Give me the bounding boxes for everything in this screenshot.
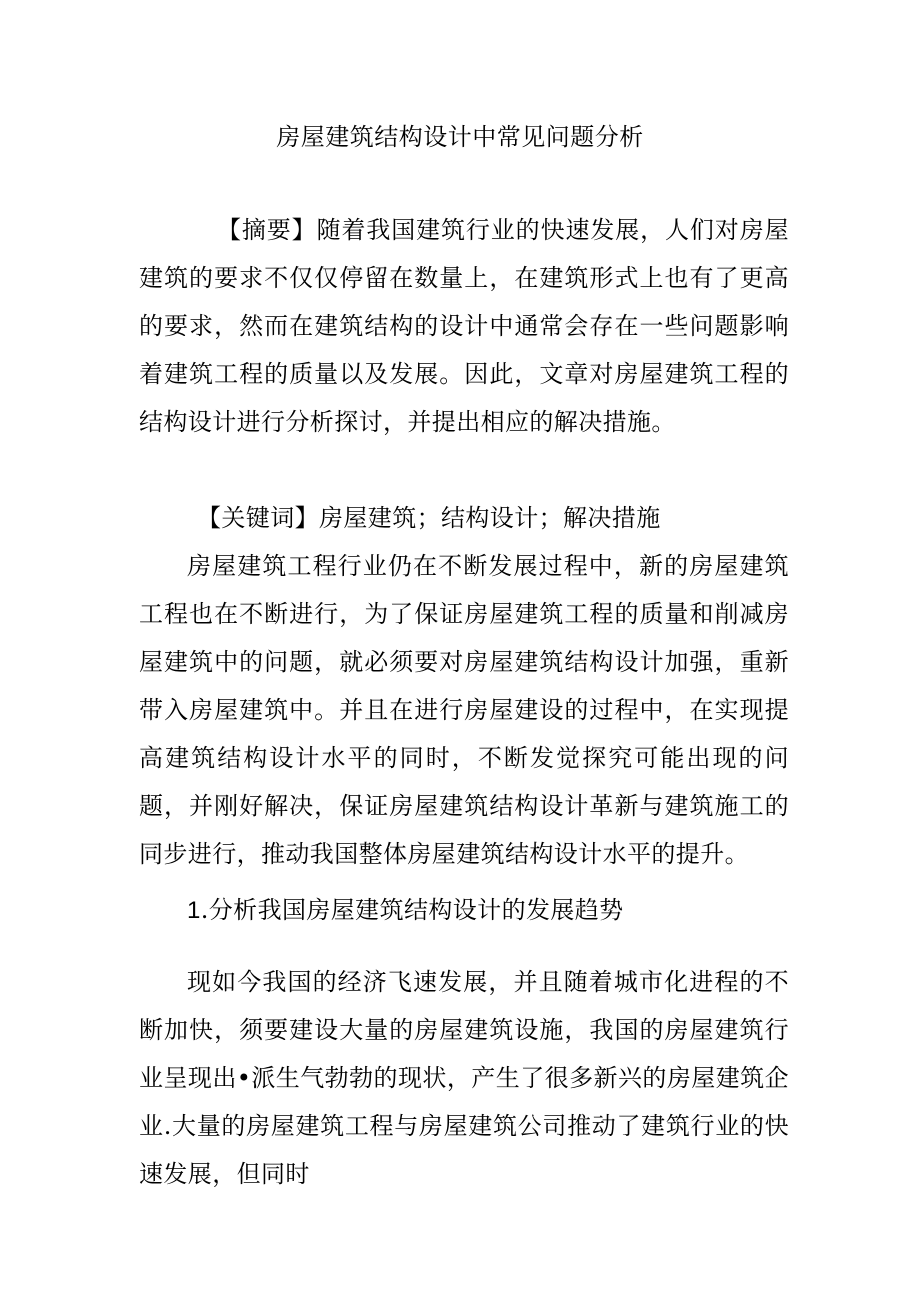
keywords-label: 【关键词】: [197, 504, 319, 532]
keywords-paragraph: [139, 494, 789, 542]
document-title: 房屋建筑结构设计中常见问题分析: [276, 123, 644, 151]
keywords-text: 房屋建筑；结构设计；解决措施: [319, 504, 661, 532]
body-paragraph-2: 现如今我国的经济飞速发展，并且随着城市化进程的不断加快，须要建设大量的房屋建筑设施，我国的房屋建筑行业呈现出•派生气勃勃的现状，产生了很多新兴的房屋建筑企业.大量的房屋建筑工程与房屋建筑公司推动了建筑行业的快速发展，但同时: [139, 968, 789, 1188]
abstract-text: 随着我国建筑行业的快速发展，人们对房屋建筑的要求不仅仅停留在数量上，在建筑形式上也有了更高的要求，然而在建筑结构的设计中通常会存在一些问题影响着建筑工程的质量以及发展。因此，文章对房屋建筑工程的结构设计进行分析探讨，并提出相应的解决措施。: [139, 216, 789, 436]
section-heading-1: [139, 886, 789, 935]
section-number: 1: [187, 897, 201, 924]
section-heading-text: .分析我国房屋建筑结构设计的发展趋势: [200, 896, 624, 924]
abstract-paragraph: [139, 206, 789, 446]
body-paragraph-1: 房屋建筑工程行业仍在不断发展过程中，新的房屋建筑工程也在不断进行，为了保证房屋建筑工程的质量和削减房屋建筑中的问题，就必须要对房屋建筑结构设计加强，重新带入房屋建筑中。并且在进行房屋建设的过程中，在实现提高建筑结构设计水平的同时，不断发觉探究可能出现的问题，并刚好解决，保证房屋建筑结构设计革新与建筑施工的同步进行，推动我国整体房屋建筑结构设计水平的提升。: [139, 552, 789, 868]
abstract-label: 【摘要】: [217, 216, 317, 244]
